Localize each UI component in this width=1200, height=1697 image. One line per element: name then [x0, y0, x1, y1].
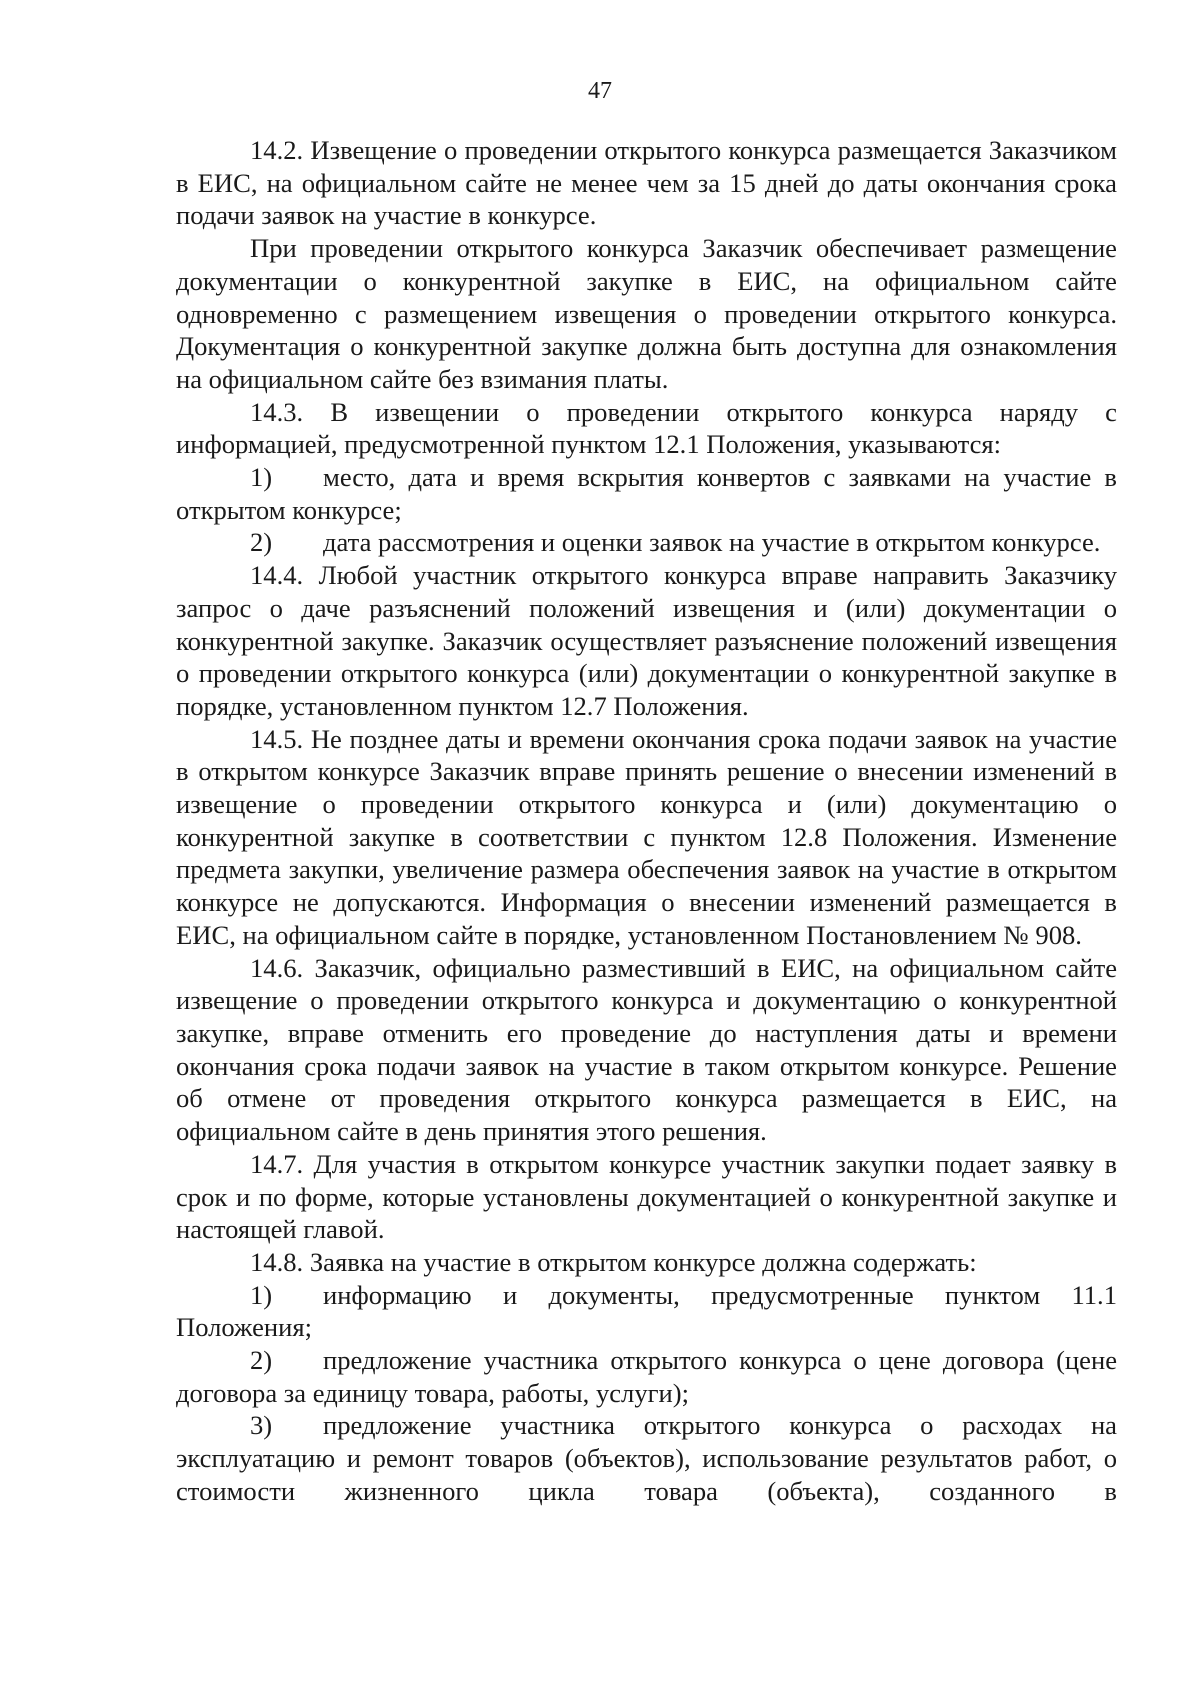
paragraph-14-2: 14.2. Извещение о проведении открытого конкурса размещается Заказчиком в ЕИС, на официальном сайте не менее чем за 15 дней до даты окончания срока подачи заявок на участие в конкурсе. — [176, 135, 1117, 231]
list-item-14-8-1 — [176, 1279, 1117, 1344]
paragraph-14-7: 14.7. Для участия в открытом конкурсе участник закупки подает заявку в срок и по форме, которые установлены документацией о конкурентной закупке и настоящей главой. — [176, 1148, 1117, 1245]
paragraph-14-2-documentation: При проведении открытого конкурса Заказчик обеспечивает размещение документации о конкурентной закупке в ЕИС, на официальном сайте одновременно с размещением извещения о проведении открытого конкурса. Документация о конкурентной закупке должна быть доступна для ознакомления на официальном сайте без взимания платы. — [176, 233, 1117, 394]
list-item-14-8-2 — [176, 1344, 1117, 1409]
list-item-text: дата рассмотрения и оценки заявок на участие в открытом конкурсе. — [323, 527, 1101, 558]
list-item-14-3-2 — [176, 526, 1117, 559]
list-item-text: предложение участника открытого конкурса о цене договора (цене договора за единицу товара, работы, услуги); — [176, 1345, 1117, 1408]
list-item-number: 1) — [250, 1279, 273, 1310]
page-number: 47 — [588, 78, 612, 104]
list-item-number: 3) — [250, 1410, 273, 1441]
list-item-text: информацию и документы, предусмотренные пунктом 11.1 Положения; — [176, 1279, 1117, 1343]
list-item-14-8-3 — [176, 1409, 1117, 1507]
list-item-number: 2) — [250, 1345, 273, 1376]
document-body — [176, 134, 1117, 1508]
list-item-number: 2) — [250, 527, 273, 558]
paragraph-14-8: 14.8. Заявка на участие в открытом конкурсе должна содержать: — [250, 1246, 977, 1277]
paragraph-14-6: 14.6. Заказчик, официально разместивший в ЕИС, на официальном сайте извещение о проведении открытого конкурса и документацию о конкурентной закупке, вправе отменить его проведение до наступления даты и времени окончания срока подачи заявок на участие в таком открытом конкурсе. Решение об отмене от проведения открытого конкурса размещается в ЕИС, на официальном сайте в день принятия этого решения. — [176, 952, 1117, 1147]
list-item-number: 1) — [250, 462, 273, 493]
paragraph-14-4: 14.4. Любой участник открытого конкурса вправе направить Заказчику запрос о даче разъяснений положений извещения и (или) документации о конкурентной закупке. Заказчик осуществляет разъяснение положений извещения о проведении открытого конкурса (или) документации о конкурентной закупке в порядке, установленном пунктом 12.7 Положения. — [176, 560, 1117, 721]
paragraph-14-3: 14.3. В извещении о проведении открытого конкурса наряду с информацией, предусмотренной пунктом 12.1 Положения, указываются: — [176, 396, 1117, 460]
paragraph-14-5: 14.5. Не позднее даты и времени окончания срока подачи заявок на участие в открытом конкурсе Заказчик вправе принять решение о внесении изменений в извещение о проведении открытого конкурса и (или) документацию о конкурентной закупке в соответствии с пунктом 12.8 Положения. Изменение предмета закупки, увеличение размера обеспечения заявок на участие в открытом конкурсе не допускаются. Информация о внесении изменений размещается в ЕИС, на официальном сайте в порядке, установленном Постановлением № 908. — [176, 723, 1117, 950]
list-item-text: предложение участника открытого конкурса о расходах на эксплуатацию и ремонт товаров (объектов), использование результатов работ, о стоимости жизненного цикла товара (объекта), созданного в — [176, 1410, 1117, 1506]
list-item-text: место, дата и время вскрытия конвертов с заявками на участие в открытом конкурсе; — [176, 462, 1117, 525]
list-item-14-3-1 — [176, 461, 1117, 526]
